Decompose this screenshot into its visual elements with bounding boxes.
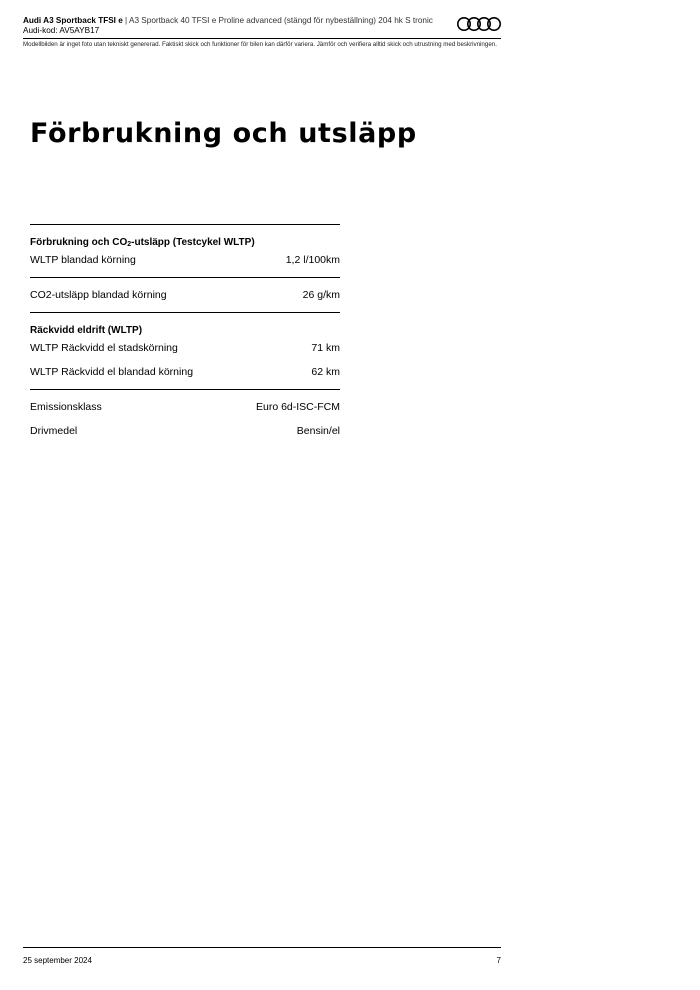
audi-code-label: Audi-kod:	[23, 26, 60, 35]
vehicle-description: A3 Sportback 40 TFSI e Proline advanced (stängd för nybeställning) 204 hk S tronic	[129, 16, 433, 25]
audi-code	[23, 26, 501, 36]
document-header	[23, 16, 501, 49]
section-divider	[30, 312, 340, 313]
spec-value: 62 km	[311, 366, 340, 378]
spec-label: Emissionsklass	[30, 401, 102, 413]
footer-date: 25 september 2024	[23, 956, 92, 965]
section-divider	[30, 389, 340, 390]
section-divider	[30, 224, 340, 225]
spec-row-range-city	[30, 341, 340, 355]
vehicle-model: Audi A3 Sportback TFSI e	[23, 16, 123, 25]
spec-value: 71 km	[311, 342, 340, 354]
spec-value: 1,2 l/100km	[285, 254, 340, 266]
audi-code-value: AV5AYB17	[59, 26, 100, 35]
spec-label: Drivmedel	[30, 425, 78, 437]
page-number: 7	[496, 956, 501, 965]
spec-label: CO2-utsläpp blandad körning	[30, 289, 167, 301]
audi-rings-icon	[456, 16, 502, 32]
spec-label: WLTP Räckvidd el blandad körning	[30, 366, 194, 378]
spec-label: WLTP Räckvidd el stadskörning	[30, 342, 178, 354]
specs-table	[30, 224, 340, 448]
spec-value: Euro 6d-ISC-FCM	[255, 401, 340, 413]
vehicle-title	[23, 16, 501, 26]
spec-row-co2-combined	[30, 288, 340, 302]
range-heading: Räckvidd eldrift (WLTP)	[30, 325, 143, 336]
spec-row-wltp-combined	[30, 253, 340, 267]
document-footer	[23, 947, 501, 965]
consumption-heading: Förbrukning och $CO_2$-utsläpp (Testcykel WLTP)	[30, 237, 255, 248]
spec-row-emission-class	[30, 400, 340, 414]
spec-value: 26 g/km	[302, 289, 340, 301]
section-divider	[30, 277, 340, 278]
spec-value: Bensin/el	[296, 425, 340, 437]
spec-row-range-combined	[30, 365, 340, 379]
header-divider	[23, 38, 501, 39]
page-title: Förbrukning och utsläpp	[30, 118, 417, 149]
disclaimer-text: Modellbilden är inget foto utan tekniskt genererad. Faktiskt skick och funktioner för bilen kan därför variera. Jämför och verifiera alltid skick och utrustning med beskrivningen.	[23, 41, 497, 48]
title-separator: |	[122, 16, 130, 25]
spec-label: WLTP blandad körning	[30, 254, 136, 266]
spec-row-fuel	[30, 424, 340, 438]
